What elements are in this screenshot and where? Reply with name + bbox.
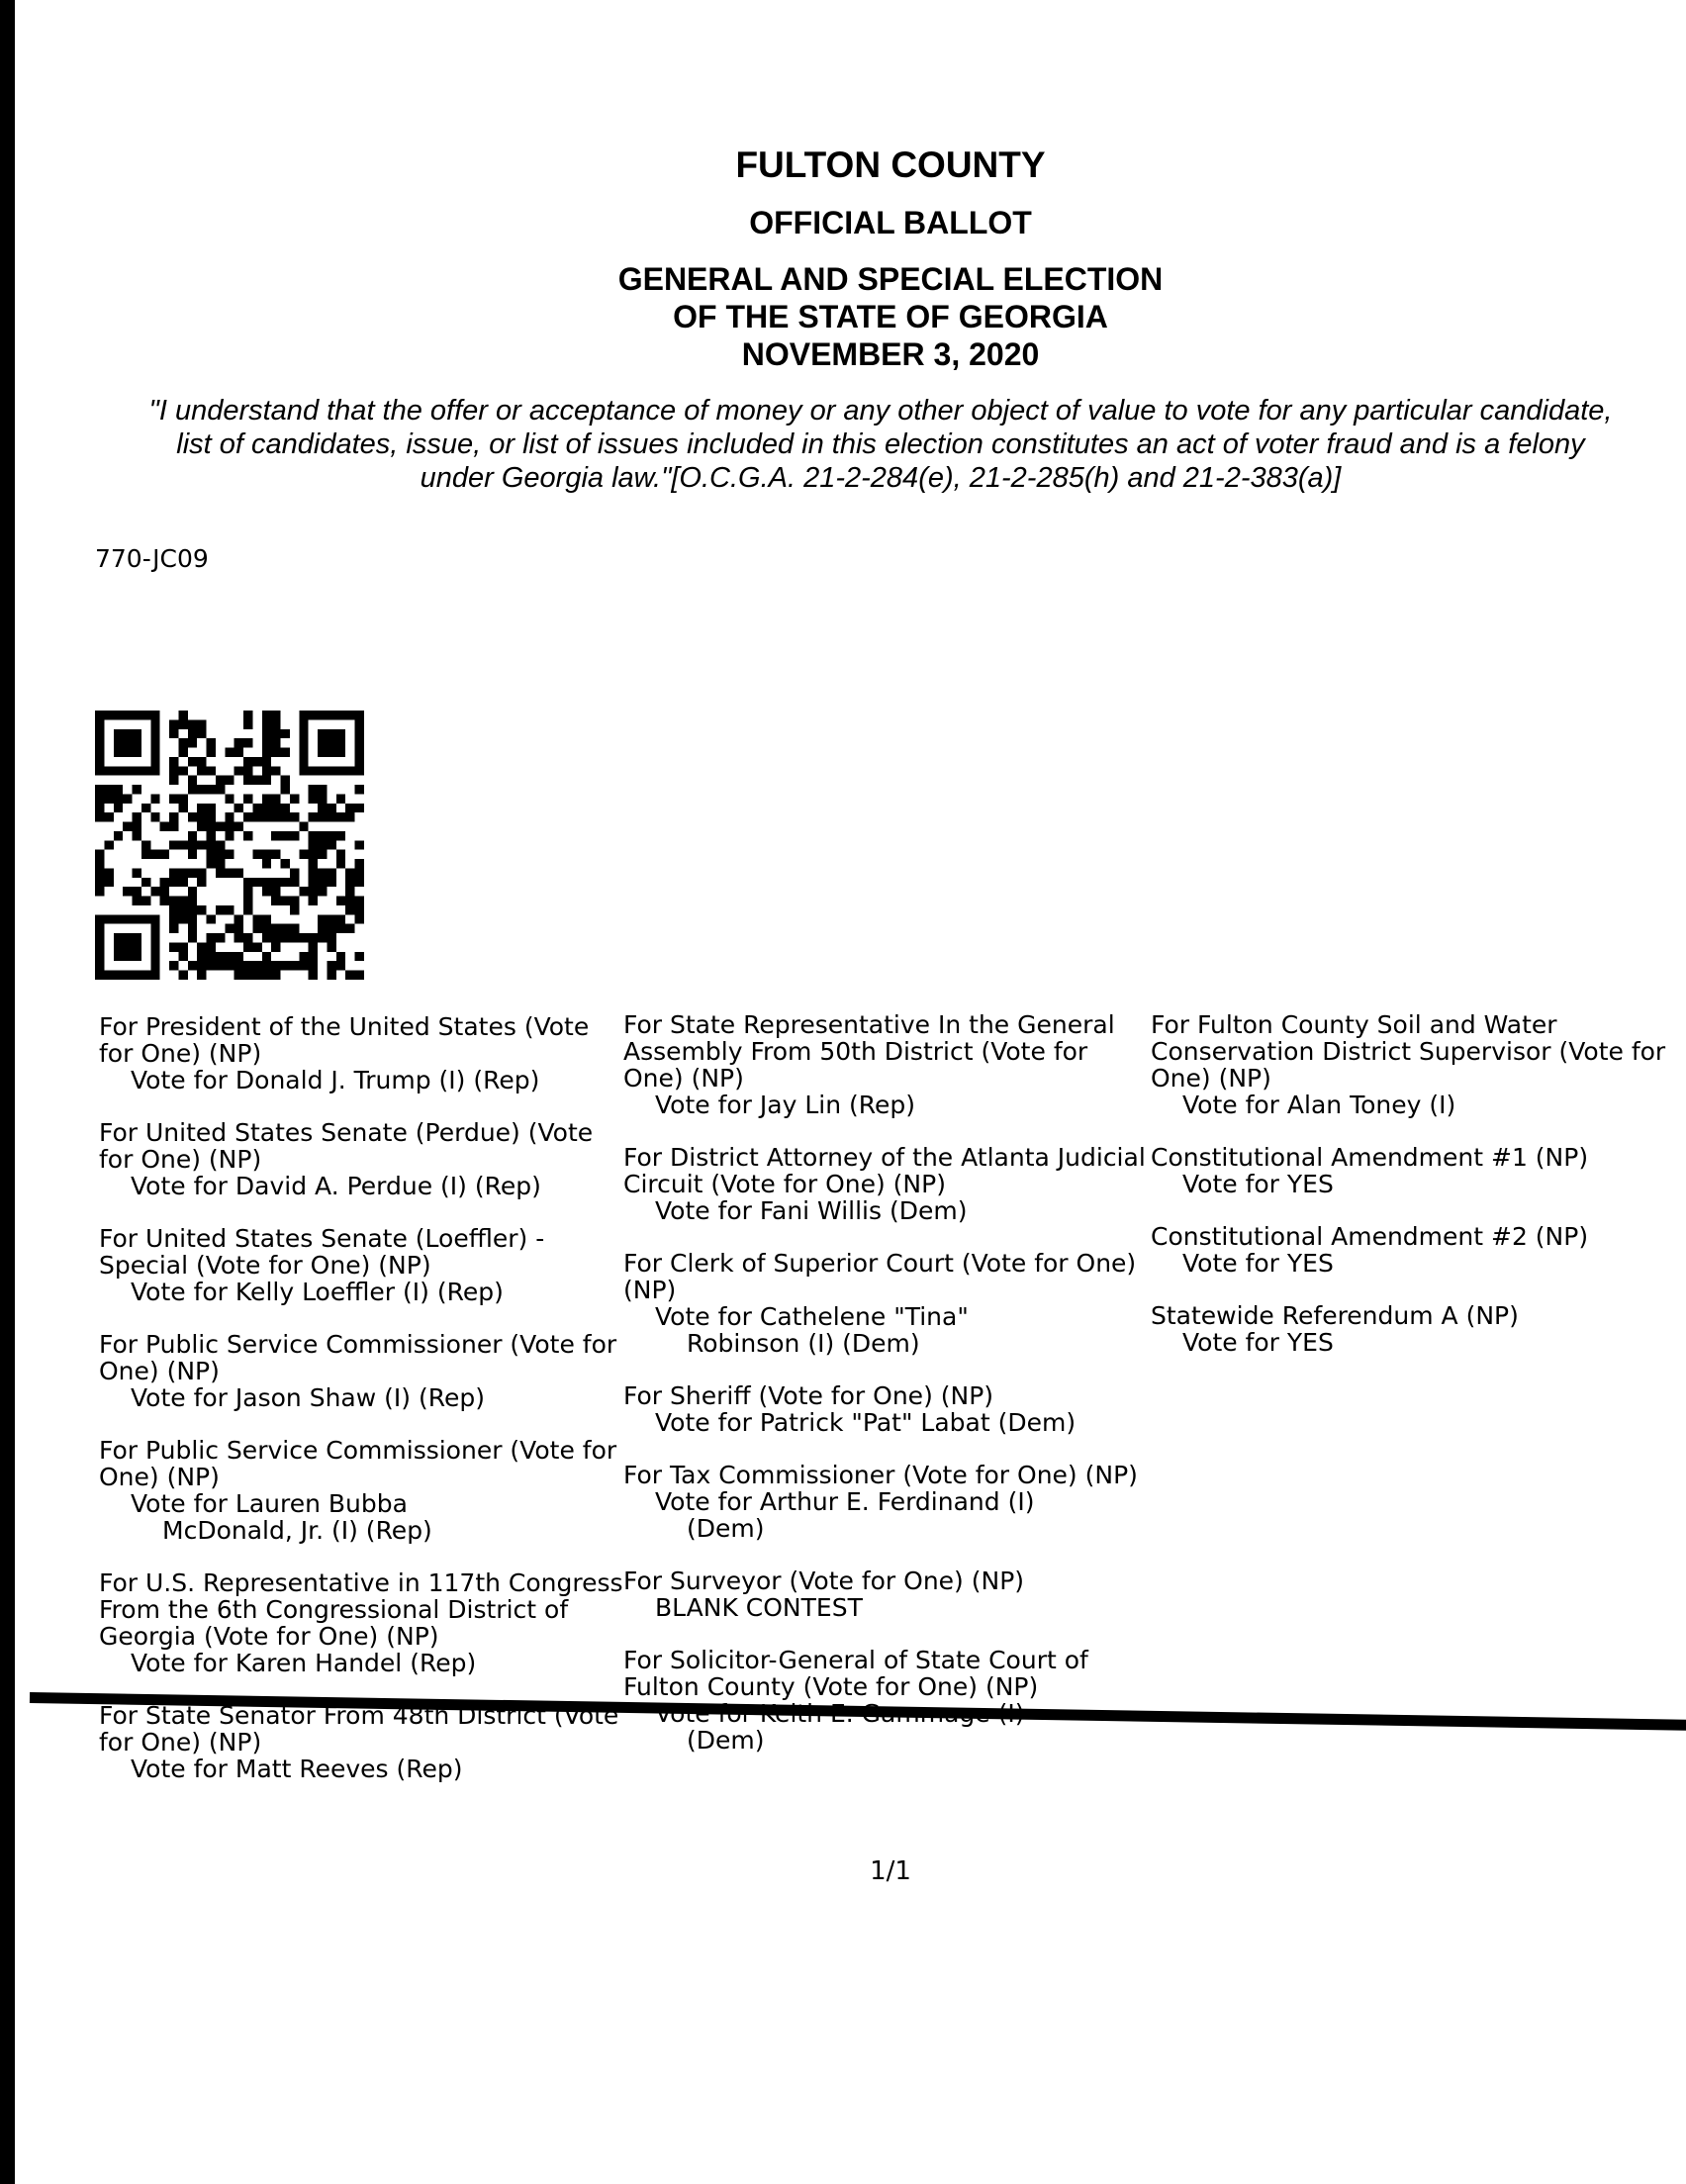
contest-title: For Tax Commissioner (Vote for One) (NP) [623, 1461, 1138, 1489]
contest-title: For United States Senate (Perdue) (Vote for One) (NP) [99, 1118, 594, 1174]
election-line-2: OF THE STATE OF GEORGIA [673, 299, 1108, 334]
contest-vote: Vote for Alan Toney (I) [1182, 1091, 1456, 1119]
contest-vote: Vote for Matt Reeves (Rep) [131, 1755, 463, 1783]
contest-item [623, 1144, 1153, 1224]
contest-vote: Vote for Fani Willis (Dem) [655, 1196, 968, 1225]
contest-vote: Vote for YES [1182, 1249, 1334, 1278]
contest-vote: Vote for Kelly Loeffler (I) (Rep) [131, 1278, 504, 1306]
contest-title: Constitutional Amendment #2 (NP) [1151, 1222, 1589, 1251]
contest-item [99, 1702, 623, 1782]
contest-title: For State Senator From 48th District (Vote for One) (NP) [99, 1701, 619, 1757]
oath-line-2: list of candidates, issue, or list of issues included in this election constitutes an act of voter fraud and is a felony [176, 428, 1585, 460]
contest-vote-continued: (Dem) [687, 1514, 765, 1543]
contest-vote: Vote for Patrick "Pat" Labat (Dem) [655, 1408, 1077, 1437]
contest-title: For District Attorney of the Atlanta Judicial Circuit (Vote for One) (NP) [623, 1143, 1146, 1198]
contest-column-1 [99, 1013, 623, 1808]
ballot-type: OFFICIAL BALLOT [749, 205, 1032, 240]
contest-item [99, 1119, 623, 1199]
ballot-style-id: 770-JC09 [95, 544, 209, 573]
contest-title: For Public Service Commissioner (Vote for One) (NP) [99, 1330, 617, 1385]
contest-vote-continued: (Dem) [687, 1726, 765, 1755]
contest-item [623, 1011, 1153, 1118]
contest-item [1151, 1302, 1685, 1356]
contest-title: For Sheriff (Vote for One) (NP) [623, 1381, 994, 1410]
contest-item [623, 1382, 1153, 1436]
contest-item [1151, 1223, 1685, 1277]
contest-vote-continued: Robinson (I) (Dem) [687, 1329, 920, 1358]
contest-title: For Fulton County Soil and Water Conservation District Supervisor (Vote for One) (NP) [1151, 1010, 1666, 1092]
contest-vote: Vote for David A. Perdue (I) (Rep) [131, 1172, 541, 1200]
election-title [0, 260, 1686, 373]
contest-item [623, 1567, 1153, 1621]
contest-vote: Vote for YES [1182, 1328, 1334, 1357]
contest-vote: Vote for Jason Shaw (I) (Rep) [131, 1383, 485, 1412]
contest-item [623, 1250, 1153, 1357]
contest-column-2 [623, 1011, 1153, 1779]
contest-title: For Surveyor (Vote for One) (NP) [623, 1567, 1025, 1595]
page-number: 1/1 [870, 1856, 911, 1886]
contest-item [99, 1437, 623, 1544]
contest-title: Statewide Referendum A (NP) [1151, 1301, 1519, 1330]
county-title: FULTON COUNTY [735, 144, 1046, 185]
election-line-1: GENERAL AND SPECIAL ELECTION [617, 261, 1164, 297]
contest-title: For Public Service Commissioner (Vote for One) (NP) [99, 1436, 617, 1491]
contest-column-3 [1151, 1011, 1685, 1381]
contest-title: Constitutional Amendment #1 (NP) [1151, 1143, 1589, 1172]
contest-vote: Vote for Lauren Bubba [131, 1489, 408, 1518]
contest-vote: Vote for Cathelene "Tina" [655, 1302, 969, 1331]
contest-item [99, 1013, 623, 1093]
contest-item [99, 1569, 623, 1676]
contest-item [99, 1331, 623, 1411]
contest-title: For Clerk of Superior Court (Vote for One) (NP) [623, 1249, 1137, 1304]
contest-item [1151, 1144, 1685, 1197]
qr-code [95, 711, 364, 980]
contest-vote-continued: McDonald, Jr. (I) (Rep) [162, 1516, 432, 1545]
contest-vote: Vote for Karen Handel (Rep) [131, 1649, 477, 1677]
contest-item [623, 1462, 1153, 1542]
contest-item [1151, 1011, 1685, 1118]
contest-item [623, 1647, 1153, 1754]
oath-line-1: "I understand that the offer or acceptance of money or any other object of value to vote for any particular candidate, [148, 395, 1613, 427]
contest-vote: Vote for Donald J. Trump (I) (Rep) [131, 1066, 540, 1094]
contest-title: For Solicitor-General of State Court of Fulton County (Vote for One) (NP) [623, 1646, 1088, 1701]
voter-fraud-statement [79, 394, 1682, 495]
contest-title: For State Representative In the General Assembly From 50th District (Vote for One) (NP) [623, 1010, 1115, 1092]
contest-title: For United States Senate (Loeffler) - Special (Vote for One) (NP) [99, 1224, 545, 1280]
oath-line-3: under Georgia law."[O.C.G.A. 21-2-284(e), 21-2-285(h) and 21-2-383(a)] [420, 462, 1342, 494]
contest-vote: Vote for YES [1182, 1170, 1334, 1198]
contest-vote: Vote for Arthur E. Ferdinand (I) [655, 1487, 1035, 1516]
contest-vote: BLANK CONTEST [655, 1593, 863, 1622]
contest-item [99, 1225, 623, 1305]
election-date: NOVEMBER 3, 2020 [741, 336, 1040, 372]
contest-title: For President of the United States (Vote for One) (NP) [99, 1012, 590, 1068]
contest-vote: Vote for Jay Lin (Rep) [655, 1091, 916, 1119]
contest-title: For U.S. Representative in 117th Congress From the 6th Congressional District of Georgia (Vote for One) (NP) [99, 1568, 623, 1651]
